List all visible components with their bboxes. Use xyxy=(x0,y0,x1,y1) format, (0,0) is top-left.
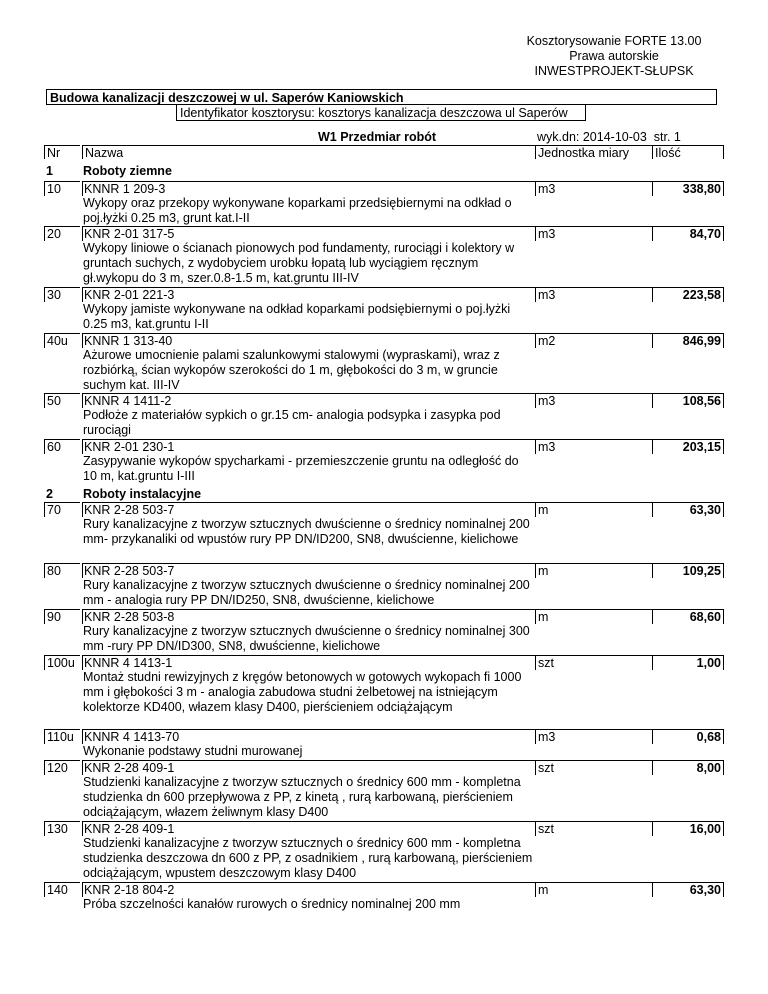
item-description: Próba szczelności kanałów rurowych o średnicy nominalnej 200 mm xyxy=(83,897,461,911)
item-unit: szt xyxy=(535,821,652,836)
company-name: INWESTPROJEKT-SŁUPSK xyxy=(534,64,694,78)
section-title: W1 Przedmiar robót xyxy=(318,130,437,144)
item-code: KNNR 4 1411-2 xyxy=(82,393,535,408)
item-code: KNNR 1 313-40 xyxy=(82,333,535,348)
item-description: Rury kanalizacyjne z tworzyw sztucznych dwuścienne o średnicy nominalnej 300 mm -rury PP DN/ID300, SN8, dwuścienne, kielichowe xyxy=(83,624,530,653)
item-description: Studzienki kanalizacyjne z tworzyw sztucznych o średnicy 600 mm - kompletna studzienka dn 600 przepływowa z PP, z kinetą , rurą karbowaną, pierścieniem odciążającym, włazem żeliwnym klasy D400 xyxy=(83,775,521,819)
made-by-date: wyk.dn: 2014-10-03 xyxy=(537,130,647,144)
item-quantity: 63,30 xyxy=(652,502,724,517)
item-nr: 40u xyxy=(44,333,80,348)
group-nr: 1 xyxy=(46,164,53,178)
item-code: KNNR 1 209-3 xyxy=(82,181,535,196)
item-code: KNR 2-18 804-2 xyxy=(82,882,535,897)
item-unit: m3 xyxy=(535,729,652,744)
item-nr: 130 xyxy=(44,821,80,836)
item-nr: 60 xyxy=(44,439,80,454)
item-quantity: 109,25 xyxy=(652,563,724,578)
item-unit: m3 xyxy=(535,287,652,302)
item-nr: 90 xyxy=(44,609,80,624)
item-unit: m3 xyxy=(535,439,652,454)
date-and-page xyxy=(537,130,681,144)
item-code: KNR 2-01 221-3 xyxy=(82,287,535,302)
column-header-name: Nazwa xyxy=(82,145,535,159)
column-header-qty: Ilość xyxy=(652,145,724,159)
item-nr: 140 xyxy=(44,882,80,897)
item-quantity: 108,56 xyxy=(652,393,724,408)
project-title: Budowa kanalizacji deszczowej w ul. Saperów Kaniowskich xyxy=(46,89,717,105)
item-nr: 20 xyxy=(44,226,80,241)
item-description: Rury kanalizacyjne z tworzyw sztucznych dwuścienne o średnicy nominalnej 200 mm - analogia rury PP DN/ID250, SN8, dwuścienne, kielichowe xyxy=(83,578,530,607)
item-nr: 100u xyxy=(44,655,80,670)
item-code: KNR 2-28 409-1 xyxy=(82,821,535,836)
item-unit: szt xyxy=(535,655,652,670)
group-name: Roboty ziemne xyxy=(83,164,172,178)
item-quantity: 68,60 xyxy=(652,609,724,624)
item-unit: m xyxy=(535,563,652,578)
item-quantity: 8,00 xyxy=(652,760,724,775)
item-description: Wykonanie podstawy studni murowanej xyxy=(83,744,303,758)
item-quantity: 338,80 xyxy=(652,181,724,196)
item-unit: m3 xyxy=(535,393,652,408)
item-unit: m2 xyxy=(535,333,652,348)
item-code: KNR 2-28 409-1 xyxy=(82,760,535,775)
software-name: Kosztorysowanie FORTE 13.00 xyxy=(526,34,702,48)
page-number: str. 1 xyxy=(653,130,681,144)
group-nr: 2 xyxy=(46,487,53,501)
item-nr: 10 xyxy=(44,181,80,196)
item-quantity: 203,15 xyxy=(652,439,724,454)
item-description: Studzienki kanalizacyjne z tworzyw sztucznych o średnicy 600 mm - kompletna studzienka deszczowa dn 600 z PP, z osadnikiem , rurą karbowaną, pierścieniem odciążającym, wpustem deszczowym klasy D400 xyxy=(83,836,533,880)
item-quantity: 16,00 xyxy=(652,821,724,836)
item-nr: 70 xyxy=(44,502,80,517)
item-code: KNNR 4 1413-70 xyxy=(82,729,535,744)
item-code: KNR 2-01 230-1 xyxy=(82,439,535,454)
item-description: Wykopy jamiste wykonywane na odkład koparkami podsiębiernymi o poj.łyżki 0.25 m3, kat.gruntu I-II xyxy=(83,302,511,331)
item-nr: 120 xyxy=(44,760,80,775)
item-code: KNNR 4 1413-1 xyxy=(82,655,535,670)
estimate-identifier: Identyfikator kosztorysu: kosztorys kanalizacja deszczowa ul Saperów xyxy=(176,104,586,121)
item-description: Wykopy liniowe o ścianach pionowych pod fundamenty, rurociągi i kolektory w gruntach suchych, z wydobyciem urobku łopatą lub wyciągiem ręcznym gł.wykopu do 3 m, szer.0.8-1.5 m, kat.gruntu III-IV xyxy=(83,241,515,285)
item-description: Podłoże z materiałów sypkich o gr.15 cm- analogia podsypka i zasypka pod rurociągi xyxy=(83,408,501,437)
item-code: KNR 2-28 503-7 xyxy=(82,563,535,578)
item-quantity: 0,68 xyxy=(652,729,724,744)
item-description: Wykopy oraz przekopy wykonywane koparkami przedsiębiernymi na odkład o poj.łyżki 0.25 m3, grunt kat.I-II xyxy=(83,196,512,225)
item-description: Montaż studni rewizyjnych z kręgów betonowych w gotowych wykopach fi 1000 mm i głębokości 3 m - analogia zabudowa studni żelbetowej na istniejącym kolektorze KD400, włazem klasy D400, pierścieniem odciążającym xyxy=(83,670,522,714)
item-quantity: 223,58 xyxy=(652,287,724,302)
item-quantity: 63,30 xyxy=(652,882,724,897)
item-unit: szt xyxy=(535,760,652,775)
item-quantity: 846,99 xyxy=(652,333,724,348)
item-quantity: 1,00 xyxy=(652,655,724,670)
item-unit: m3 xyxy=(535,226,652,241)
item-code: KNR 2-28 503-7 xyxy=(82,502,535,517)
column-header-nr: Nr xyxy=(44,145,80,159)
item-code: KNR 2-28 503-8 xyxy=(82,609,535,624)
item-unit: m3 xyxy=(535,181,652,196)
item-description: Ażurowe umocnienie palami szalunkowymi stalowymi (wypraskami), wraz z rozbiórką, ścian wykopów szerokości do 1 m, głębokości do 3 m, w gruncie suchym kat. III-IV xyxy=(83,348,500,392)
group-name: Roboty instalacyjne xyxy=(83,487,202,501)
item-unit: m xyxy=(535,502,652,517)
item-nr: 80 xyxy=(44,563,80,578)
item-nr: 30 xyxy=(44,287,80,302)
rights-text: Prawa autorskie xyxy=(569,49,659,63)
item-unit: m xyxy=(535,882,652,897)
item-unit: m xyxy=(535,609,652,624)
item-quantity: 84,70 xyxy=(652,226,724,241)
item-code: KNR 2-01 317-5 xyxy=(82,226,535,241)
item-nr: 110u xyxy=(44,729,80,744)
item-description: Zasypywanie wykopów spycharkami - przemieszczenie gruntu na odległość do 10 m, kat.gruntu I-III xyxy=(83,454,519,483)
column-header-unit: Jednostka miary xyxy=(535,145,652,159)
item-description: Rury kanalizacyjne z tworzyw sztucznych dwuścienne o średnicy nominalnej 200 mm- przykanaliki od wpustów rury PP DN/ID200, SN8, dwuścienne, kielichowe xyxy=(83,517,530,546)
item-nr: 50 xyxy=(44,393,80,408)
software-header xyxy=(504,34,724,79)
